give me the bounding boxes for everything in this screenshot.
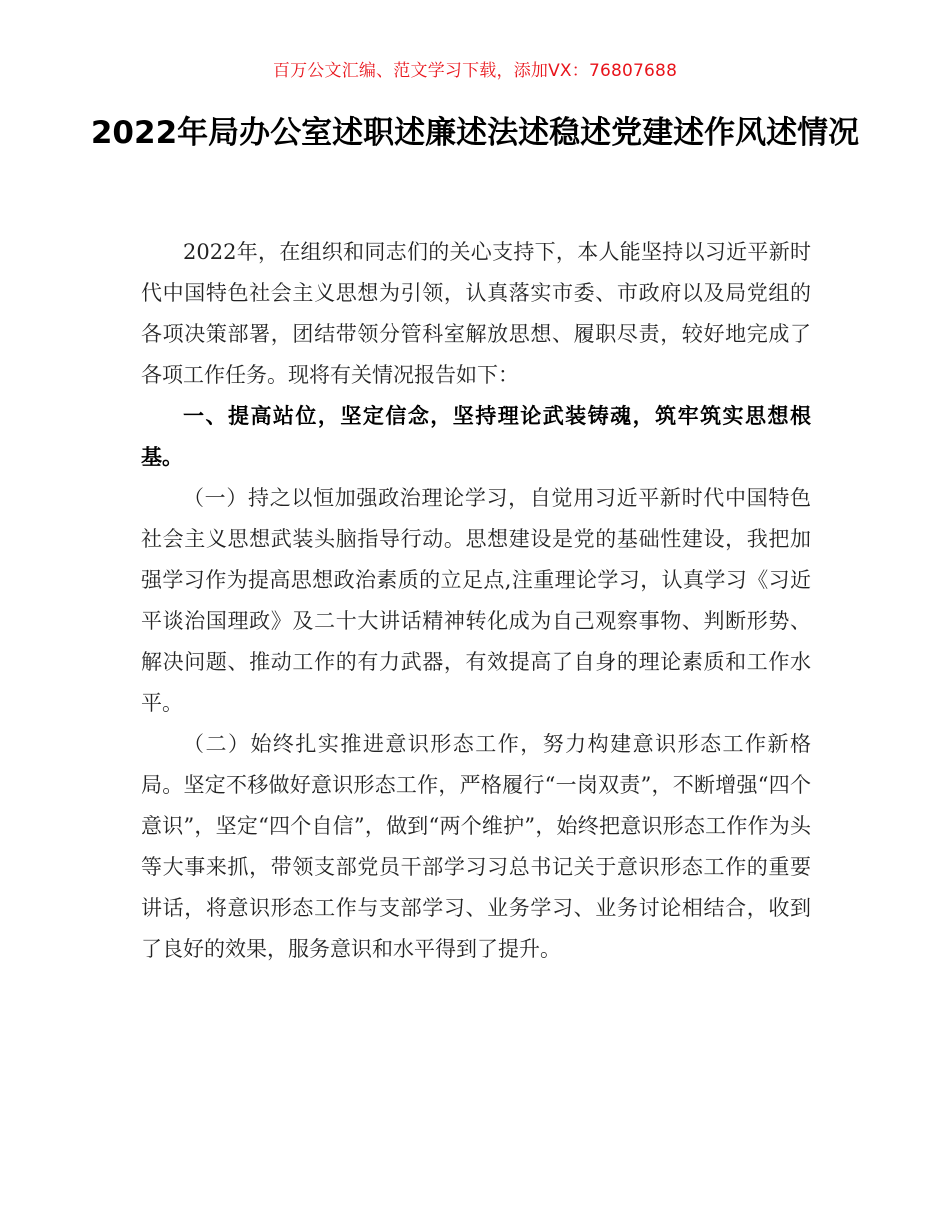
document-body	[141, 232, 811, 970]
subsection-paragraph-2: （二）始终扎实推进意识形态工作，努力构建意识形态工作新格局。坚定不移做好意识形态工作，严格履行“一岗双责”，不断增强“四个意识”，坚定“四个自信”，做到“两个维护”，始终把意识形态工作作为头等大事来抓，带领支部党员干部学习习总书记关于意识形态工作的重要讲话，将意识形态工作与支部学习、业务学习、业务讨论相结合，收到了良好的效果，服务意识和水平得到了提升。	[141, 732, 811, 961]
section-heading-1: 一、提高站位，坚定信念，坚持理论武装铸魂，筑牢筑实思想根基。	[141, 404, 811, 469]
intro-paragraph: 2022年，在组织和同志们的关心支持下，本人能坚持以习近平新时代中国特色社会主义思想为引领，认真落实市委、市政府以及局党组的各项决策部署，团结带领分管科室解放思想、履职尽责，较好地完成了各项工作任务。现将有关情况报告如下：	[141, 240, 811, 387]
header-watermark-text: 百万公文汇编、范文学习下载，添加VX：76807688	[272, 61, 678, 81]
document-title: 2022年局办公室述职述廉述法述稳述党建述作风述情况	[90, 115, 860, 151]
subsection-paragraph-1: （一）持之以恒加强政治理论学习，自觉用习近平新时代中国特色社会主义思想武装头脑指导行动。思想建设是党的基础性建设，我把加强学习作为提高思想政治素质的立足点,注重理论学习，认真学习《习近平谈治国理政》及二十大讲话精神转化成为自己观察事物、判断形势、解决问题、推动工作的有力武器，有效提高了自身的理论素质和工作水平。	[141, 486, 811, 715]
